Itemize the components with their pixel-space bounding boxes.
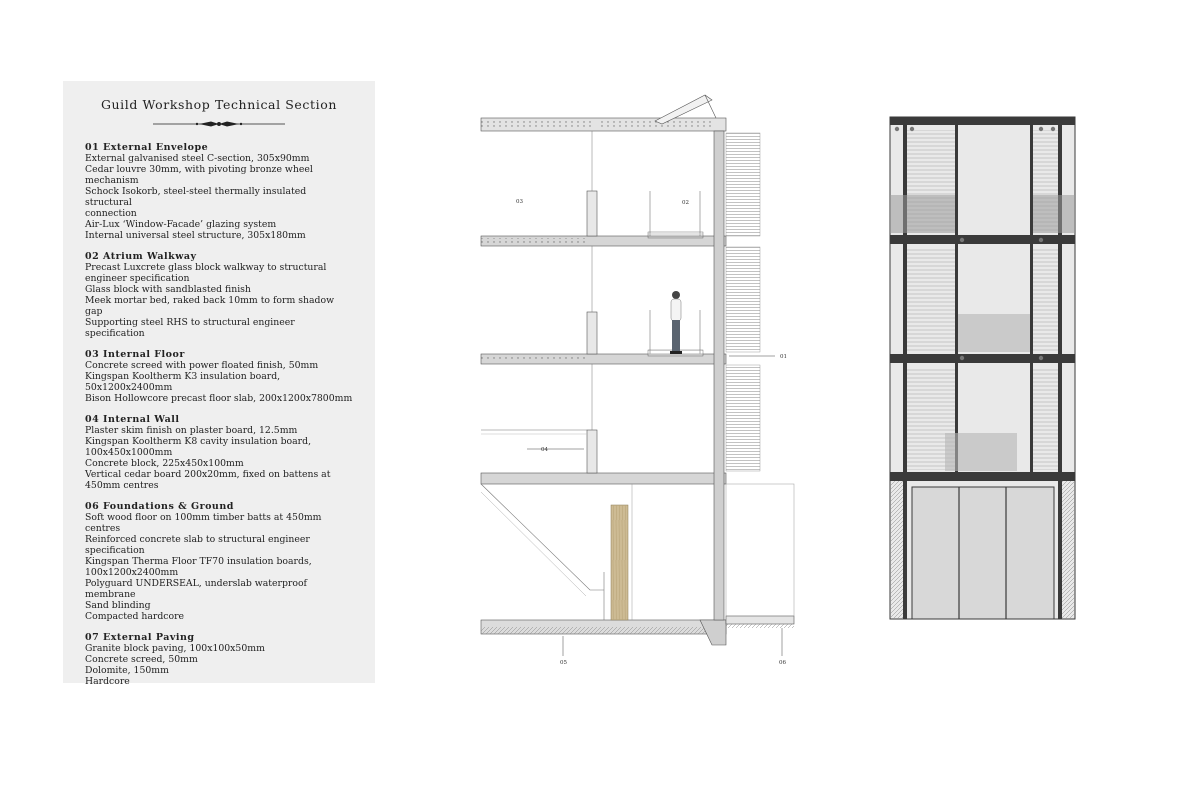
section-line: 100x450x1000mm bbox=[85, 447, 173, 458]
person-figure-icon bbox=[670, 291, 682, 354]
floor-slab bbox=[481, 473, 726, 484]
section-line: membrane bbox=[85, 589, 136, 600]
section-line: 450mm centres bbox=[85, 480, 159, 491]
section-line: specification bbox=[85, 545, 145, 556]
section-line: Vertical cedar board 200x20mm, fixed on battens at bbox=[85, 469, 331, 480]
section-tag-04: 04 bbox=[541, 447, 548, 453]
section-tag-05: 05 bbox=[560, 660, 567, 666]
section-line: Cedar louvre 30mm, with pivoting bronze wheel bbox=[85, 164, 313, 175]
section-line: engineer specification bbox=[85, 273, 190, 284]
section-heading: 01 External Envelope bbox=[85, 142, 209, 153]
section-line: mechanism bbox=[85, 175, 139, 186]
section-line: connection bbox=[85, 208, 137, 219]
section-line: Compacted hardcore bbox=[85, 611, 185, 622]
section-line: 100x1200x2400mm bbox=[85, 567, 179, 578]
section-line: Concrete screed with power floated finish, 50mm bbox=[85, 360, 319, 371]
section-tag-01: 01 bbox=[780, 354, 787, 360]
section-line: Soft wood floor on 100mm timber batts at 450mm centres bbox=[85, 512, 322, 534]
section-heading: 07 External Paving bbox=[85, 632, 195, 643]
section-line: Concrete screed, 50mm bbox=[85, 654, 198, 665]
ground-slab bbox=[481, 616, 794, 645]
section-tag-06: 06 bbox=[779, 660, 786, 666]
section-tag-03: 03 bbox=[516, 199, 523, 205]
internal-wall bbox=[481, 430, 587, 434]
section-line: Kingspan Kooltherm K3 insulation board, bbox=[85, 371, 281, 382]
section-line: Hardcore bbox=[85, 676, 130, 687]
section-heading: 04 Internal Wall bbox=[85, 414, 180, 425]
section-line: External galvanised steel C-section, 305x90mm bbox=[85, 153, 310, 164]
section-heading: 03 Internal Floor bbox=[85, 349, 185, 360]
section-line: Kingspan Therma Floor TF70 insulation boards, bbox=[85, 556, 312, 567]
section-line: Granite block paving, 100x100x50mm bbox=[85, 643, 265, 654]
section-line: Kingspan Kooltherm K8 cavity insulation board, bbox=[85, 436, 312, 447]
timber-door bbox=[611, 505, 628, 620]
roof-slab bbox=[481, 118, 726, 131]
section-line: Supporting steel RHS to structural engineer specification bbox=[85, 317, 295, 339]
section-line: Glass block with sandblasted finish bbox=[85, 284, 251, 295]
section-line: Meek mortar bed, raked back 10mm to form shadow gap bbox=[85, 295, 335, 317]
section-heading: 02 Atrium Walkway bbox=[85, 251, 197, 262]
section-line: Precast Luxcrete glass block walkway to structural bbox=[85, 262, 327, 273]
external-facade-column bbox=[714, 131, 724, 620]
section-tag-02: 02 bbox=[682, 200, 689, 206]
section-line: Air-Lux ‘Window-Facade’ glazing system bbox=[85, 219, 277, 230]
section-line: Schock Isokorb, steel-steel thermally insulated structural bbox=[85, 186, 307, 208]
section-line: Reinforced concrete slab to structural engineer bbox=[85, 534, 310, 545]
section-line: Internal universal steel structure, 305x180mm bbox=[85, 230, 306, 241]
section-line: 50x1200x2400mm bbox=[85, 382, 173, 393]
ground-floor-stair bbox=[481, 484, 794, 620]
section-line: Bison Hollowcore precast floor slab, 200x1200x7800mm bbox=[85, 393, 353, 404]
section-line: Polyguard UNDERSEAL, underslab waterproof bbox=[85, 578, 307, 589]
cedar-louvres bbox=[726, 133, 760, 471]
section-line: Concrete block, 225x450x100mm bbox=[85, 458, 244, 469]
section-line: Sand blinding bbox=[85, 600, 151, 611]
section-line: Plaster skim finish on plaster board, 12.5mm bbox=[85, 425, 298, 436]
atrium-glass-column bbox=[587, 131, 597, 473]
panel-title: Guild Workshop Technical Section bbox=[100, 97, 338, 112]
section-heading: 06 Foundations & Ground bbox=[85, 501, 234, 512]
section-line: Dolomite, 150mm bbox=[85, 665, 169, 676]
facade-elevation bbox=[890, 117, 1075, 619]
